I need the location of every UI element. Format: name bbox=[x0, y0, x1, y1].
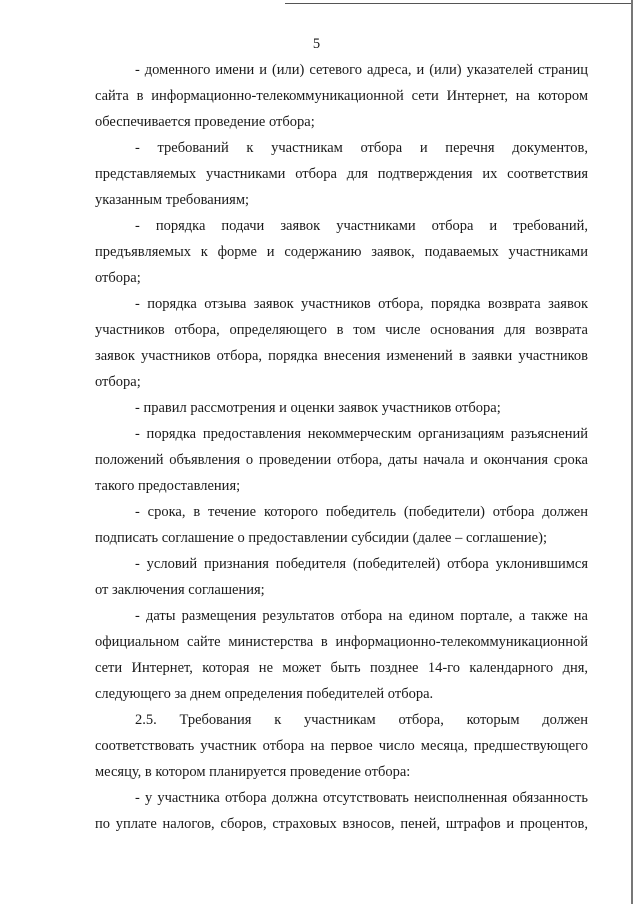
paragraph bbox=[95, 395, 588, 421]
text-line: - правил рассмотрения и оценки заявок участников отбора; bbox=[135, 400, 501, 416]
text-line: - требований к участникам отбора и перечня документов, bbox=[135, 140, 588, 156]
text-line: - порядка подачи заявок участниками отбора и требований, bbox=[135, 218, 588, 234]
text-line: 2.5. Требования к участникам отбора, которым должен bbox=[135, 712, 588, 728]
text-line: указанным требованиям; bbox=[95, 192, 250, 208]
text-line: следующего за днем определения победителей отбора. bbox=[95, 686, 434, 702]
text-line: такого предоставления; bbox=[95, 478, 241, 494]
text-line: представляемых участниками отбора для подтверждения их соответствия bbox=[95, 166, 588, 182]
text-line: месяцу, в котором планируется проведение отбора: bbox=[95, 764, 411, 780]
paragraph bbox=[95, 785, 588, 837]
text-line: предъявляемых к форме и содержанию заявок, подаваемых участниками bbox=[95, 244, 588, 260]
text-line: участников отбора, определяющего в том числе основания для возврата bbox=[95, 322, 588, 338]
text-line: отбора; bbox=[95, 270, 141, 286]
paragraph bbox=[95, 603, 588, 707]
text-line: - даты размещения результатов отбора на едином портале, а также на bbox=[135, 608, 588, 624]
text-line: - порядка отзыва заявок участников отбора, порядка возврата заявок bbox=[135, 296, 588, 312]
text-line: - доменного имени и (или) сетевого адреса, и (или) указателей страниц bbox=[135, 62, 588, 78]
text-line: обеспечивается проведение отбора; bbox=[95, 114, 315, 130]
document-body bbox=[95, 57, 588, 837]
text-line: - у участника отбора должна отсутствовать неисполненная обязанность bbox=[135, 790, 588, 806]
page-number: 5 bbox=[312, 36, 321, 52]
paragraph bbox=[95, 291, 588, 395]
paragraph bbox=[95, 421, 588, 499]
text-line: - порядка предоставления некоммерческим организациям разъяснений bbox=[135, 426, 588, 442]
text-line: отбора; bbox=[95, 374, 141, 390]
text-line: сети Интернет, которая не может быть позднее 14-го календарного дня, bbox=[95, 660, 588, 676]
text-line: - условий признания победителя (победителей) отбора уклонившимся bbox=[135, 556, 588, 572]
paragraph bbox=[95, 499, 588, 551]
text-line: подписать соглашение о предоставлении субсидии (далее – соглашение); bbox=[95, 530, 547, 546]
text-line: от заключения соглашения; bbox=[95, 582, 265, 598]
text-line: сайта в информационно-телекоммуникационной сети Интернет, на котором bbox=[95, 88, 588, 104]
paragraph bbox=[95, 57, 588, 135]
text-line: официальном сайте министерства в информационно-телекоммуникационной bbox=[95, 634, 588, 650]
paragraph bbox=[95, 707, 588, 785]
text-line: по уплате налогов, сборов, страховых взносов, пеней, штрафов и процентов, bbox=[95, 816, 588, 832]
paragraph bbox=[95, 135, 588, 213]
text-line: - срока, в течение которого победитель (победители) отбора должен bbox=[135, 504, 588, 520]
paragraph bbox=[95, 213, 588, 291]
paragraph bbox=[95, 551, 588, 603]
text-line: положений объявления о проведении отбора, даты начала и окончания срока bbox=[95, 452, 588, 468]
text-line: заявок участников отбора, порядка внесения изменений в заявки участников bbox=[95, 348, 588, 364]
text-line: соответствовать участник отбора на первое число месяца, предшествующего bbox=[95, 738, 588, 754]
scan-top-edge bbox=[285, 3, 633, 4]
